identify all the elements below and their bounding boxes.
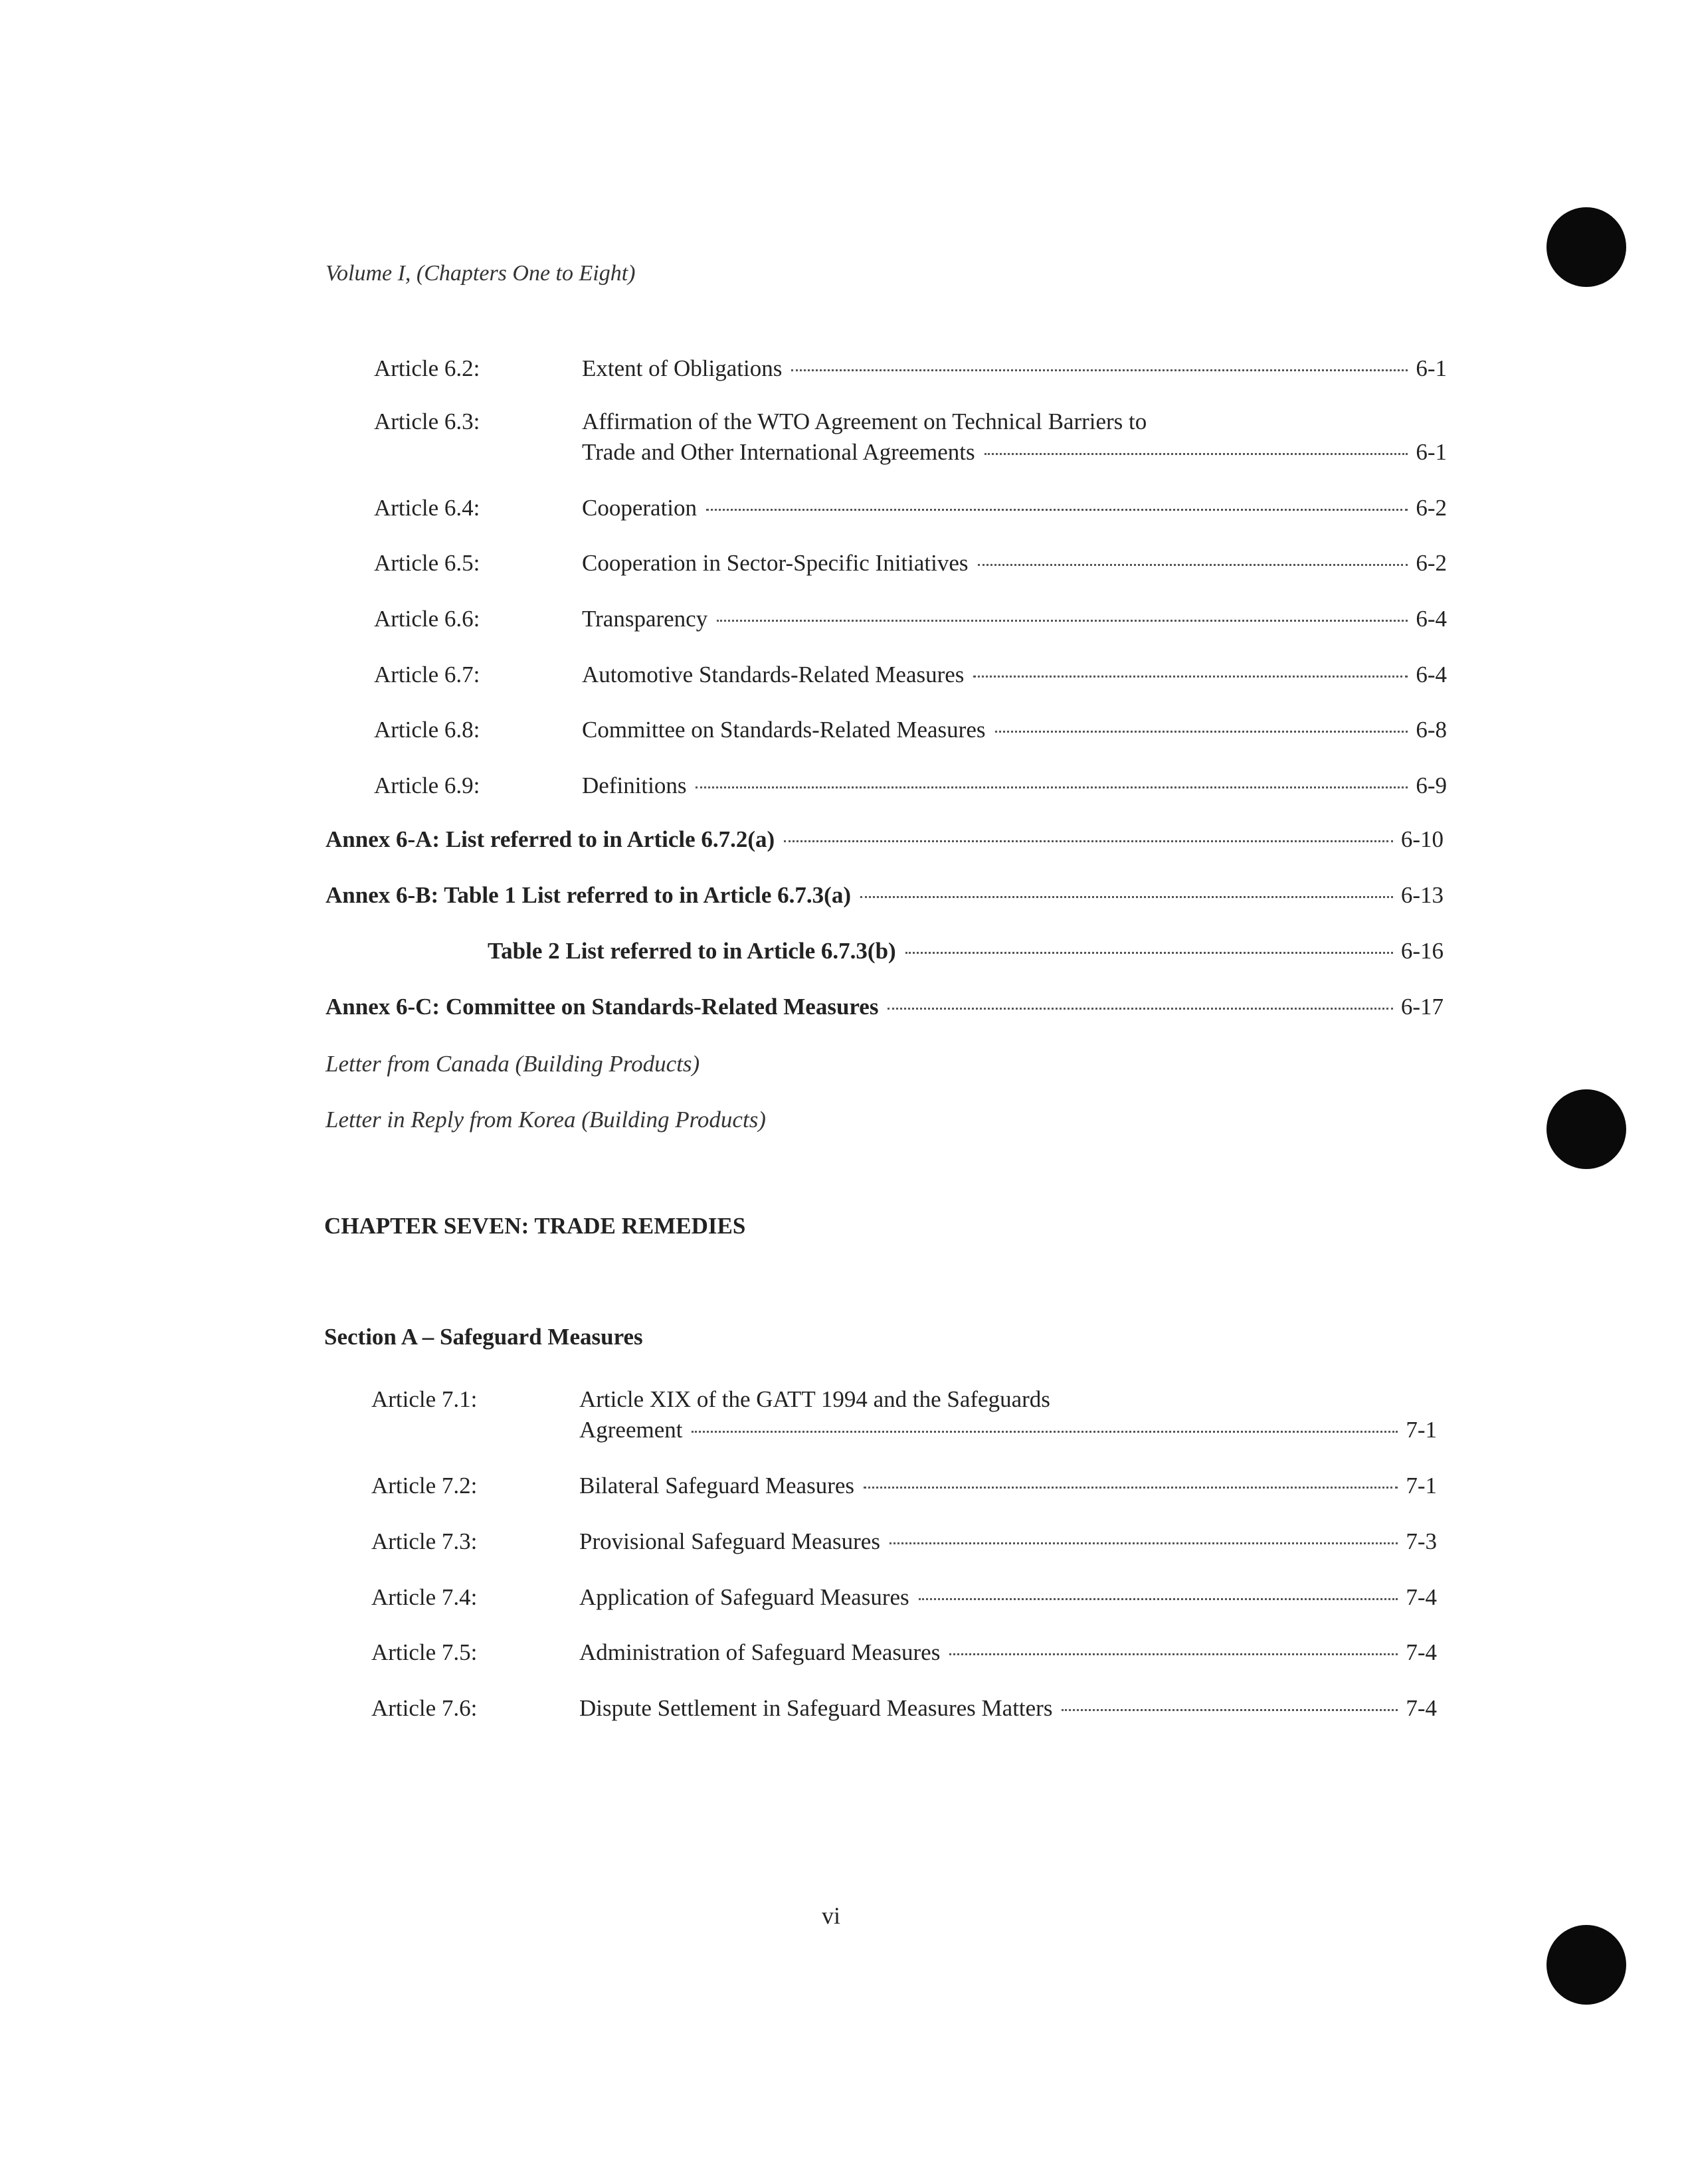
article-title: Agreement — [579, 1417, 683, 1443]
page-ref: 6-16 — [1400, 938, 1444, 964]
toc-row[interactable] — [0, 1471, 1684, 1510]
article-title: Administration of Safeguard Measures — [579, 1639, 941, 1665]
article-number: Article 7.2: — [371, 1473, 478, 1499]
annex-title: Annex 6-B: Table 1 List referred to in Article 6.7.3(a) — [326, 882, 851, 908]
dot-leader — [889, 1542, 1398, 1544]
toc-row[interactable] — [0, 771, 1684, 810]
dot-leader — [995, 731, 1408, 733]
dot-leader — [860, 896, 1393, 898]
dot-leader — [973, 676, 1408, 678]
article-title: Trade and Other International Agreements — [582, 439, 975, 465]
article-title: Automotive Standards-Related Measures — [582, 662, 965, 687]
dot-leader — [784, 840, 1393, 842]
toc-row[interactable] — [0, 548, 1684, 588]
article-title-line1: Article XIX of the GATT 1994 and the Safeguards — [579, 1386, 1050, 1412]
article-number: Article 6.5: — [374, 550, 480, 576]
dot-leader — [919, 1598, 1398, 1600]
toc-row[interactable] — [0, 493, 1684, 533]
toc-row[interactable] — [0, 660, 1684, 699]
article-number: Article 7.5: — [371, 1639, 478, 1665]
toc-row[interactable] — [0, 353, 1684, 393]
dot-leader — [978, 564, 1408, 566]
toc-row[interactable] — [0, 1582, 1684, 1622]
annex-title: Annex 6-C: Committee on Standards-Related Measures — [326, 994, 879, 1020]
chapter-heading: CHAPTER SEVEN: TRADE REMEDIES — [324, 1213, 746, 1239]
toc-row[interactable] — [0, 715, 1684, 755]
toc-row[interactable] — [0, 1384, 1684, 1443]
page-ref: 7-1 — [1406, 1473, 1437, 1499]
article-number: Article 7.3: — [371, 1528, 478, 1554]
toc-row[interactable] — [0, 1637, 1684, 1677]
article-title: Provisional Safeguard Measures — [579, 1528, 880, 1554]
article-title: Dispute Settlement in Safeguard Measures Matters — [579, 1695, 1053, 1721]
article-title: Application of Safeguard Measures — [579, 1584, 909, 1610]
article-number: Article 7.4: — [371, 1584, 478, 1610]
page-ref: 6-17 — [1400, 994, 1444, 1020]
page-ref: 6-9 — [1416, 773, 1447, 798]
article-title: Cooperation in Sector-Specific Initiatives — [582, 550, 969, 576]
article-title: Committee on Standards-Related Measures — [582, 717, 986, 743]
article-title: Extent of Obligations — [582, 355, 783, 381]
article-title-line1: Affirmation of the WTO Agreement on Technical Barriers to — [582, 409, 1147, 434]
article-title: Transparency — [582, 606, 708, 632]
page-ref: 6-13 — [1400, 882, 1444, 908]
page-ref: 7-4 — [1406, 1639, 1437, 1665]
annex-title: Annex 6-A: List referred to in Article 6.7.2(a) — [326, 826, 775, 852]
page-ref: 6-2 — [1416, 550, 1447, 576]
page-ref: 7-1 — [1406, 1417, 1437, 1443]
article-number: Article 6.6: — [374, 606, 480, 632]
punch-hole-top — [1546, 207, 1626, 287]
article-number: Article 6.9: — [374, 773, 480, 798]
toc-letter[interactable]: Letter from Canada (Building Products) — [326, 1051, 700, 1077]
toc-row[interactable] — [0, 1526, 1684, 1566]
page-number: vi — [822, 1902, 841, 1929]
article-number: Article 7.6: — [371, 1695, 478, 1721]
page-ref: 7-4 — [1406, 1695, 1437, 1721]
running-header: Volume I, (Chapters One to Eight) — [326, 261, 636, 286]
article-number: Article 7.1: — [371, 1386, 478, 1412]
page-ref: 6-1 — [1416, 439, 1447, 465]
toc-annex-row[interactable] — [488, 938, 1444, 971]
article-number: Article 6.3: — [374, 409, 480, 434]
dot-leader — [706, 509, 1408, 511]
page-ref: 7-4 — [1406, 1584, 1437, 1610]
toc-annex-row[interactable] — [326, 994, 1444, 1027]
punch-hole-bottom — [1546, 1925, 1626, 2005]
toc-row[interactable] — [0, 407, 1684, 465]
toc-annex-row[interactable] — [326, 882, 1444, 915]
article-number: Article 6.4: — [374, 495, 480, 521]
dot-leader — [692, 1431, 1398, 1433]
page-ref: 6-8 — [1416, 717, 1447, 743]
article-title: Bilateral Safeguard Measures — [579, 1473, 855, 1499]
dot-leader — [905, 952, 1393, 954]
dot-leader — [984, 453, 1408, 455]
page-ref: 6-10 — [1400, 826, 1444, 852]
toc-row[interactable] — [0, 1693, 1684, 1733]
page-ref: 6-2 — [1416, 495, 1447, 521]
article-number: Article 6.2: — [374, 355, 480, 381]
dot-leader — [1062, 1709, 1398, 1711]
dot-leader — [791, 369, 1408, 371]
dot-leader — [888, 1008, 1392, 1010]
article-title: Definitions — [582, 773, 687, 798]
article-number: Article 6.8: — [374, 717, 480, 743]
dot-leader — [864, 1487, 1398, 1489]
section-heading: Section A – Safeguard Measures — [324, 1324, 643, 1350]
page-ref: 6-4 — [1416, 606, 1447, 632]
punch-hole-middle — [1546, 1089, 1626, 1169]
toc-annex-row[interactable] — [326, 826, 1444, 860]
dot-leader — [696, 786, 1408, 788]
dot-leader — [717, 620, 1408, 622]
toc-letter[interactable]: Letter in Reply from Korea (Building Products) — [326, 1107, 766, 1133]
page-ref: 7-3 — [1406, 1528, 1437, 1554]
toc-row[interactable] — [0, 604, 1684, 644]
page-ref: 6-4 — [1416, 662, 1447, 687]
dot-leader — [949, 1653, 1398, 1655]
page-ref: 6-1 — [1416, 355, 1447, 381]
article-title: Cooperation — [582, 495, 698, 521]
article-number: Article 6.7: — [374, 662, 480, 687]
annex-title: Table 2 List referred to in Article 6.7.3(b) — [488, 938, 896, 964]
